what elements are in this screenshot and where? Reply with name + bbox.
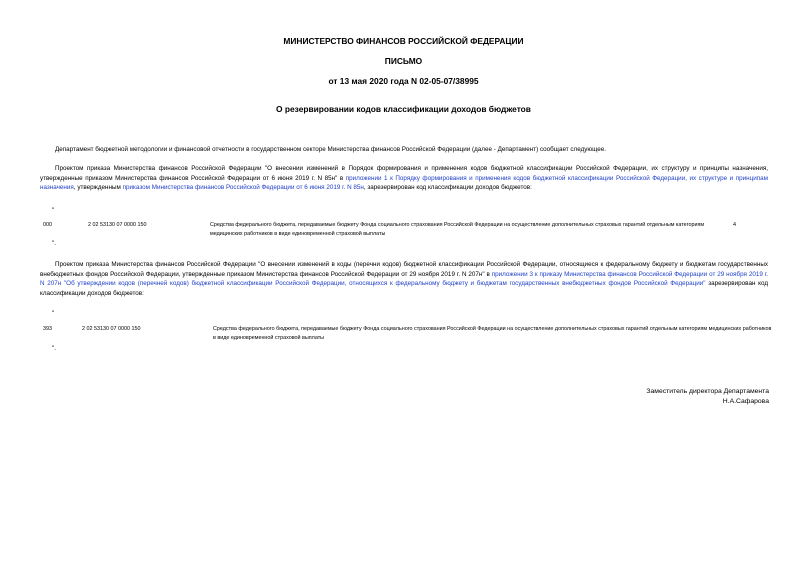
link-order-85n[interactable]: приказом Министерства финансов Российской Федерации от 6 июня 2019 г. N 85н [122,184,364,192]
table-1-description: Средства федерального бюджета, передаваемые бюджету Фонда социального страхования Российской Федерации на осуществление дополнительных страховых гарантий отдельным категориям медицинских работников в виде единовременной страховой выплаты [210,222,705,237]
table-1-number: 4 [733,222,736,228]
paragraph-1-text-b: , утвержденным [73,184,123,192]
table-2-description: Средства федерального бюджета, передаваемые бюджету Фонда социального страхования Российской Федерации на осуществление дополнительных страховых гарантий отдельным категориям медицинских работников в виде единовременной страховой выплаты [213,326,772,341]
document-type: ПИСЬМО [384,56,423,66]
table-2-kbk-code: 2 02 53130 07 0000 150 [82,326,141,332]
document-subject: О резервировании кодов классификации доходов бюджетов [276,104,531,114]
table-1-admin-code: 000 [43,222,52,228]
paragraph-1-text-a: Проектом приказа Министерства финансов Российской Федерации "О внесении изменений в Порядок формирования и применения кодов бюджетной классификации Российской Федерации, их структуру и принципы назначения, утвержденные приказом Министерства финансов Российской Федерации от 6 июня 2019 г. N 85н" в [40,165,768,182]
paragraph-1 [40,164,768,193]
table-1-kbk-code: 2 02 53130 07 0000 150 [88,222,147,228]
table-2-admin-code: 393 [43,326,52,332]
paragraph-1-text-c: , зарезервирован код классификации доходов бюджетов: [363,184,532,192]
paragraph-2-text-b: зарезервирован код классификации доходов бюджетов: [40,280,768,297]
document-date-number: от 13 мая 2020 года N 02-05-07/38995 [328,76,479,86]
signature-position: Заместитель директора Департамента [646,388,769,395]
table-1-open-quote: " [52,207,55,214]
link-appendix-1-order[interactable]: приложении 1 к Порядку формирования и применения кодов бюджетной классификации Российской Федерации, их структуре и принципам назначения [40,174,768,192]
signature-name: Н.А.Сафарова [722,398,769,405]
table-1-close-quote: ". [52,240,56,247]
ministry-title: МИНИСТЕРСТВО ФИНАНСОВ РОССИЙСКОЙ ФЕДЕРАЦИИ [283,36,524,46]
paragraph-2 [40,260,768,298]
table-2-open-quote: " [52,310,55,317]
paragraph-2-text-a: Проектом приказа Министерства финансов Российской Федерации "О внесении изменений в коды (перечни кодов) бюджетной классификации Российской Федерации, относящиеся к федеральному бюджету и бюджетам государственных внебюджетных фондов Российской Федерации, утвержденные приказом Министерства финансов Российской Федерации от 29 ноября 2019 г. N 207н" в [40,261,768,278]
link-appendix-3-order-207n[interactable]: приложении 3 к приказу Министерства финансов Российской Федерации от 29 ноября 2019 г. N 207н "Об утверждении кодов (перечней кодов) бюджетной классификации Российской Федерации, относящихся к федеральному бюджету и бюджетам государственных внебюджетных фондов Российской Федерации" [40,270,768,288]
intro-paragraph: Департамент бюджетной методологии и финансовой отчетности в государственном секторе Министерства финансов Российской Федерации (далее - Департамент) сообщает следующее. [55,146,606,153]
table-2-close-quote: ". [52,345,56,352]
